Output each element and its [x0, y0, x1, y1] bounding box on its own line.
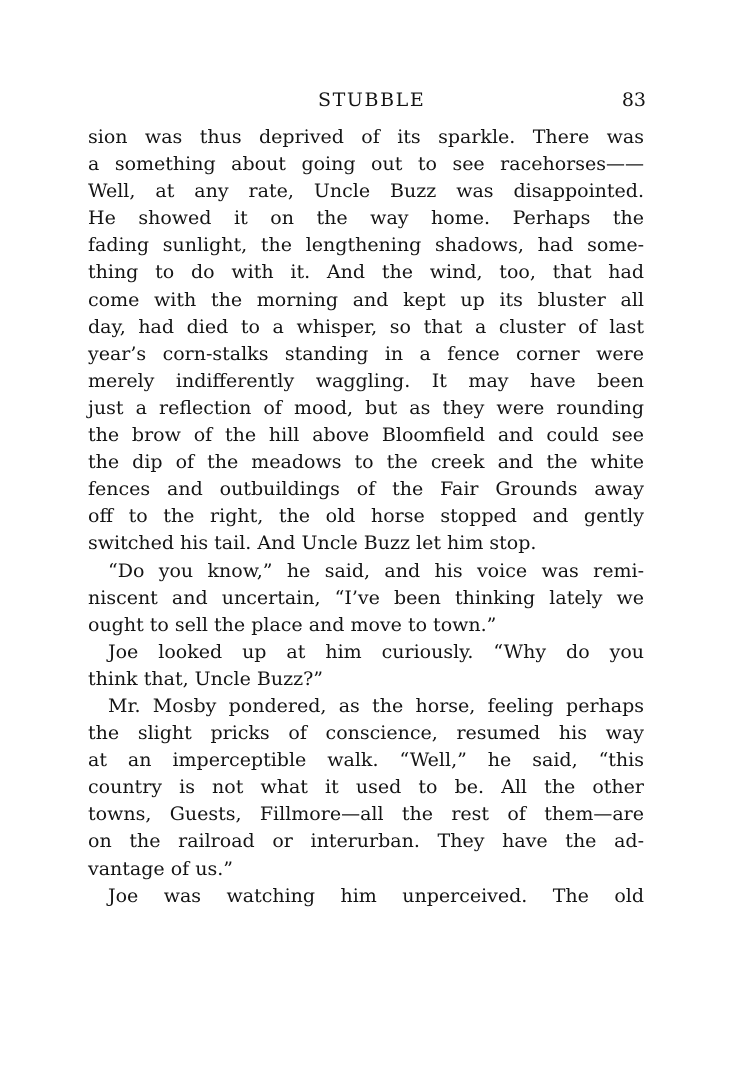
text-line: fading sunlight, the lengthening shadows, had some-	[88, 234, 644, 257]
text-line: Mr. Mosby pondered, as the horse, feeling perhaps	[108, 694, 644, 717]
text-line: just a reflection of mood, but as they were rounding	[88, 396, 644, 419]
text-line: a something about going out to see racehorses——	[88, 153, 644, 176]
text-line: Joe was watching him unperceived. The old	[108, 884, 644, 907]
text-line: vantage of us.”	[88, 857, 233, 880]
text-line: He showed it on the way home. Perhaps the	[88, 207, 644, 230]
text-line: think that, Uncle Buzz?”	[88, 667, 324, 690]
text-line: fences and outbuildings of the Fair Grounds away	[88, 478, 644, 501]
body-text	[88, 124, 644, 910]
text-line: switched his tail. And Uncle Buzz let him stop.	[88, 532, 537, 555]
text-line: at an imperceptible walk. “Well,” he said, “this	[88, 749, 644, 772]
text-line: the dip of the meadows to the creek and the white	[88, 451, 644, 474]
text-line: country is not what it used to be. All the other	[88, 776, 644, 799]
text-line: the brow of the hill above Bloomfield and could see	[88, 424, 644, 447]
text-line: towns, Guests, Fillmore—all the rest of them—are	[88, 803, 644, 826]
text-line: year’s corn-stalks standing in a fence corner were	[88, 342, 644, 365]
text-line: off to the right, the old horse stopped and gently	[88, 505, 644, 528]
text-line: the slight pricks of conscience, resumed his way	[88, 722, 644, 745]
text-line: come with the morning and kept up its bluster all	[88, 288, 644, 311]
text-line: on the railroad or interurban. They have the ad-	[88, 830, 644, 853]
text-line: thing to do with it. And the wind, too, that had	[88, 261, 644, 284]
running-header-title: STUBBLE	[318, 89, 426, 111]
text-line: day, had died to a whisper, so that a cluster of last	[88, 315, 644, 338]
text-line: Well, at any rate, Uncle Buzz was disappointed.	[88, 180, 644, 203]
page-number: 83	[621, 89, 646, 111]
text-line: “Do you know,” he said, and his voice was remi-	[108, 559, 644, 582]
text-line: merely indifferently waggling. It may have been	[88, 369, 644, 392]
text-line: Joe looked up at him curiously. “Why do you	[108, 640, 644, 663]
text-line: niscent and uncertain, “I’ve been thinking lately we	[88, 586, 644, 609]
text-line: ought to sell the place and move to town.”	[88, 613, 497, 636]
text-line: sion was thus deprived of its sparkle. There was	[88, 126, 644, 148]
